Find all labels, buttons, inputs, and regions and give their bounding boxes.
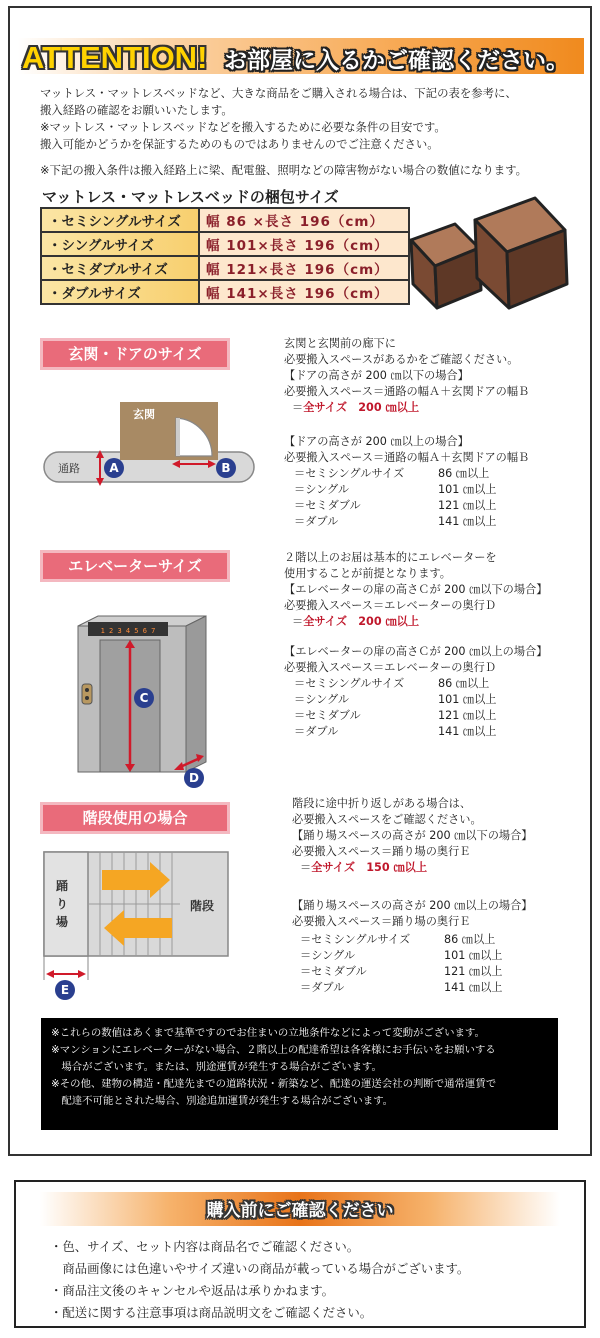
elevator-case1-title: 【エレベーターの扉の高さＣが 200 ㎝以下の場合】 — [284, 583, 548, 596]
elevator-diagram — [74, 612, 214, 790]
stairs-intro: 階段に途中折り返しがある場合は、 — [292, 797, 472, 810]
floor-display: 1 2 3 4 5 6 7 — [100, 627, 156, 635]
elevator-case2-req: 必要搬入スペース＝エレベーターの奥行Ｄ — [284, 661, 497, 674]
list-value: 121 ㎝以上 — [444, 965, 503, 978]
list-item: ＝ダブル — [294, 725, 339, 738]
size-label: ・セミダブルサイズ — [41, 256, 199, 280]
all-sizes-value: 全サイズ 200 ㎝以上 — [303, 615, 420, 628]
intro-line: マットレス・マットレスベッドなど、大きな商品をご購入される場合は、下記の表を参考に、 — [40, 86, 517, 100]
notice-line: ※その他、建物の構造・配達先までの道路状況・新築など、配達の運送会社の判断で通常運賃で — [51, 1078, 497, 1090]
header-title: お部屋に入るかご確認ください。 — [224, 48, 569, 74]
bottom-list — [50, 1236, 469, 1324]
notice-line: 配達不可能とされた場合、別途追加運賃が発生する場合がございます。 — [51, 1095, 394, 1107]
table-row — [41, 280, 409, 304]
notice-box — [41, 1018, 558, 1130]
intro-line: 搬入経路の確認をお願いいたします。 — [40, 103, 233, 117]
list-item: ＝セミシングルサイズ — [294, 467, 405, 480]
list-item: ＝シングル — [300, 949, 356, 962]
section-label-entrance: 玄関・ドアのサイズ — [40, 338, 230, 370]
list-value: 141 ㎝以上 — [438, 725, 497, 738]
list-value: 101 ㎝以上 — [444, 949, 503, 962]
list-item: ・色、サイズ、セット内容は商品名でご確認ください。 — [50, 1239, 360, 1254]
size-table-title: マットレス・マットレスベッドの梱包サイズ — [42, 188, 339, 206]
list-item: ＝セミダブル — [294, 499, 361, 512]
entrance-intro: 玄関と玄関前の廊下に — [284, 337, 396, 350]
entrance-case2 — [284, 434, 529, 466]
notice-line: 場合がございます。または、別途運賃が発生する場合がございます。 — [51, 1061, 382, 1073]
landing-label-3: 場 — [56, 915, 69, 929]
notice-line: ※これらの数値はあくまで基準ですのでお住まいの立地条件などによって変動がございます。 — [51, 1027, 485, 1039]
list-item: ＝セミシングルサイズ — [294, 677, 405, 690]
size-label: ・ダブルサイズ — [41, 280, 199, 304]
stairs-case2 — [292, 898, 532, 930]
elevator-case1-all — [284, 614, 547, 630]
list-value: 86 ㎝以上 — [438, 677, 490, 690]
list-value: 141 ㎝以上 — [444, 981, 503, 994]
passage-label: 通路 — [58, 462, 80, 475]
equals-sign: ＝ — [292, 401, 304, 414]
entrance-intro: 必要搬入スペースがあるかをご確認ください。 — [284, 353, 519, 366]
table-row — [41, 256, 409, 280]
list-item: ＝シングル — [294, 483, 350, 496]
stairs-case1-title: 【踊り場スペースの高さが 200 ㎝以下の場合】 — [292, 829, 533, 842]
elevator-case2 — [284, 644, 547, 676]
attention-heading: ATTENTION! — [22, 40, 208, 75]
intro-note: ※下記の搬入条件は搬入経路上に梁、配電盤、照明などの障害物がない場合の数値になります。 — [40, 163, 528, 177]
marker-c: C — [139, 691, 149, 705]
equals-sign: ＝ — [292, 615, 304, 628]
list-item: 商品画像には色違いやサイズ違いの商品が載っている場合がございます。 — [50, 1261, 470, 1276]
size-label: ・セミシングルサイズ — [41, 208, 199, 232]
entrance-text — [284, 336, 529, 416]
entrance-size-list — [294, 466, 404, 530]
section-label-elevator: エレベーターサイズ — [40, 550, 230, 582]
list-value: 101 ㎝以上 — [438, 693, 497, 706]
landing-label-2: り — [56, 897, 69, 911]
size-table — [40, 207, 410, 305]
notice-line: ※マンションにエレベーターがない場合、２階以上の配達希望は各客様にお手伝いをお願いする — [51, 1044, 496, 1056]
entrance-diagram — [40, 396, 260, 490]
stairs-case2-title: 【踊り場スペースの高さが 200 ㎝以上の場合】 — [292, 899, 533, 912]
marker-e: E — [60, 983, 70, 997]
stairs-label: 階段 — [190, 899, 215, 913]
table-row — [41, 232, 409, 256]
intro-line: 搬入可能かどうかを保証するためのものではありませんのでご注意ください。 — [40, 137, 439, 151]
marker-d: D — [189, 771, 199, 785]
stairs-intro: 必要搬入スペースをご確認ください。 — [292, 813, 482, 826]
intro-text — [40, 85, 517, 153]
intro-line: ※マットレス・マットレスベッドなどを搬入するために必要な条件の目安です。 — [40, 120, 446, 134]
list-item: ＝ダブル — [294, 515, 339, 528]
elevator-size-values — [438, 676, 496, 740]
entrance-label: 玄関 — [133, 408, 155, 421]
stairs-case1-req: 必要搬入スペース＝踊り場の奥行Ｅ — [292, 845, 471, 858]
list-value: 121 ㎝以上 — [438, 709, 497, 722]
list-item: ＝セミシングルサイズ — [300, 933, 411, 946]
elevator-intro: ２階以上のお届は基本的にエレベーターを — [284, 551, 497, 564]
table-row — [41, 208, 409, 232]
size-value: 幅 121×長さ 196（cm） — [199, 256, 409, 280]
landing-label-1: 踊 — [56, 879, 69, 893]
elevator-intro: 使用することが前提となります。 — [284, 567, 451, 580]
marker-b: B — [221, 461, 231, 475]
list-item: ・配送に関する注意事項は商品説明文をご確認ください。 — [50, 1305, 373, 1320]
stairs-text — [292, 796, 532, 876]
list-item: ＝シングル — [294, 693, 350, 706]
elevator-case1-req: 必要搬入スペース＝エレベーターの奥行Ｄ — [284, 599, 497, 612]
list-item: ＝ダブル — [300, 981, 345, 994]
stairs-size-list — [300, 932, 410, 996]
entrance-case1-title: 【ドアの高さが 200 ㎝以下の場合】 — [284, 369, 469, 382]
marker-a: A — [109, 461, 119, 475]
stairs-case2-req: 必要搬入スペース＝踊り場の奥行Ｅ — [292, 915, 471, 928]
list-item: ＝セミダブル — [300, 965, 367, 978]
elevator-size-list — [294, 676, 404, 740]
list-value: 101 ㎝以上 — [438, 483, 497, 496]
entrance-case2-title: 【ドアの高さが 200 ㎝以上の場合】 — [284, 435, 469, 448]
list-value: 141 ㎝以上 — [438, 515, 497, 528]
entrance-case1-all — [284, 400, 529, 416]
list-item: ＝セミダブル — [294, 709, 361, 722]
entrance-case2-req: 必要搬入スペース＝通路の幅Ａ＋玄関ドアの幅Ｂ — [284, 451, 530, 464]
size-value: 幅 86 ×長さ 196（cm） — [199, 208, 409, 232]
cardboard-boxes-illustration — [405, 190, 583, 310]
stairs-size-values — [444, 932, 502, 996]
list-value: 86 ㎝以上 — [444, 933, 496, 946]
entrance-size-values — [438, 466, 496, 530]
elevator-case2-title: 【エレベーターの扉の高さＣが 200 ㎝以上の場合】 — [284, 645, 548, 658]
all-sizes-value: 全サイズ 200 ㎝以上 — [303, 401, 420, 414]
list-value: 86 ㎝以上 — [438, 467, 490, 480]
entrance-case1-req: 必要搬入スペース＝通路の幅Ａ＋玄関ドアの幅Ｂ — [284, 385, 530, 398]
size-value: 幅 101×長さ 196（cm） — [199, 232, 409, 256]
bottom-title: 購入前にご確認ください — [206, 1201, 394, 1221]
all-sizes-value: 全サイズ 150 ㎝以上 — [311, 861, 428, 874]
list-item: ・商品注文後のキャンセルや返品は承りかねます。 — [50, 1283, 334, 1298]
elevator-text — [284, 550, 547, 630]
equals-sign: ＝ — [300, 861, 312, 874]
size-label: ・シングルサイズ — [41, 232, 199, 256]
list-value: 121 ㎝以上 — [438, 499, 497, 512]
stairs-case1-all — [292, 860, 532, 876]
section-label-stairs: 階段使用の場合 — [40, 802, 230, 834]
size-value: 幅 141×長さ 196（cm） — [199, 280, 409, 304]
stairs-diagram — [40, 850, 230, 1002]
